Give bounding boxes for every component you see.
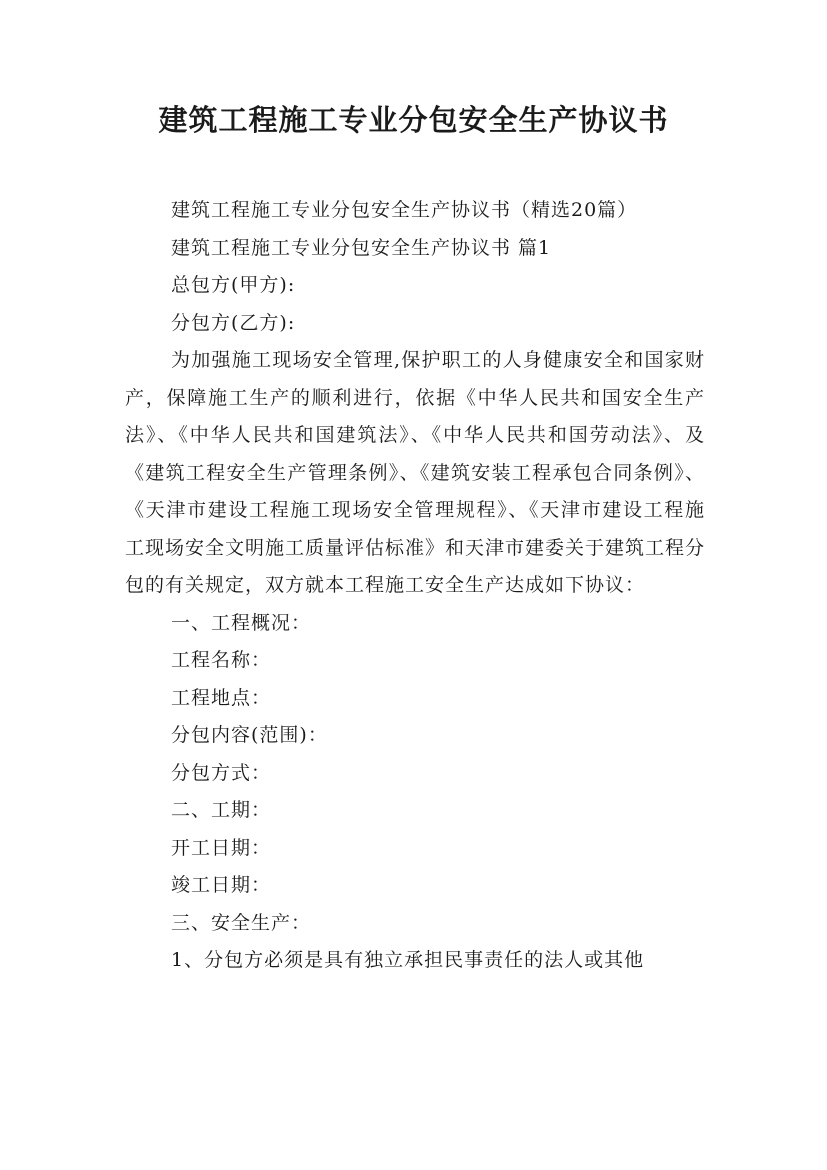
safety-clause-1: 1、分包方必须是具有独立承担民事责任的法人或其他 xyxy=(171,949,645,971)
project-name-line: 工程名称： xyxy=(171,649,272,671)
completion-date-line: 竣工日期： xyxy=(171,874,272,896)
party-b-line: 分包方(乙方): xyxy=(171,311,296,334)
subtitle-paragraph: 建筑工程施工专业分包安全生产协议书（精选20篇） xyxy=(171,199,638,221)
party-a-line: 总包方(甲方): xyxy=(171,274,296,296)
clause-heading-schedule: 二、工期： xyxy=(171,799,272,821)
clause-heading-overview: 一、工程概况： xyxy=(171,611,312,634)
document-body xyxy=(125,192,705,980)
subcontract-method-line: 分包方式： xyxy=(171,761,272,784)
section-heading: 建筑工程施工专业分包安全生产协议书 篇1 xyxy=(171,236,552,259)
document-title: 建筑工程施工专业分包安全生产协议书 xyxy=(158,103,669,137)
start-date-line: 开工日期： xyxy=(171,836,272,859)
clause-heading-safety: 三、安全生产： xyxy=(171,911,312,934)
subcontract-scope-line: 分包内容(范围)： xyxy=(171,724,328,746)
preamble-paragraph: 为加强施工现场安全管理,保护职工的人身健康安全和国家财产，保障施工生产的顺利进行，依据《中华人民共和国安全生产法》、《中华人民共和国建筑法》、《中华人民共和国劳动法》、及《建筑工程安全生产管理条例》、《建筑安装工程承包合同条例》、《天津市建设工程施工现场安全管理规程》、《天津市建设工程施工现场安全文明施工质量评估标准》和天津市建委关于建筑工程分包的有关规定，双方就本工程施工安全生产达成如下协议： xyxy=(125,349,706,596)
project-location-line: 工程地点： xyxy=(171,686,272,709)
